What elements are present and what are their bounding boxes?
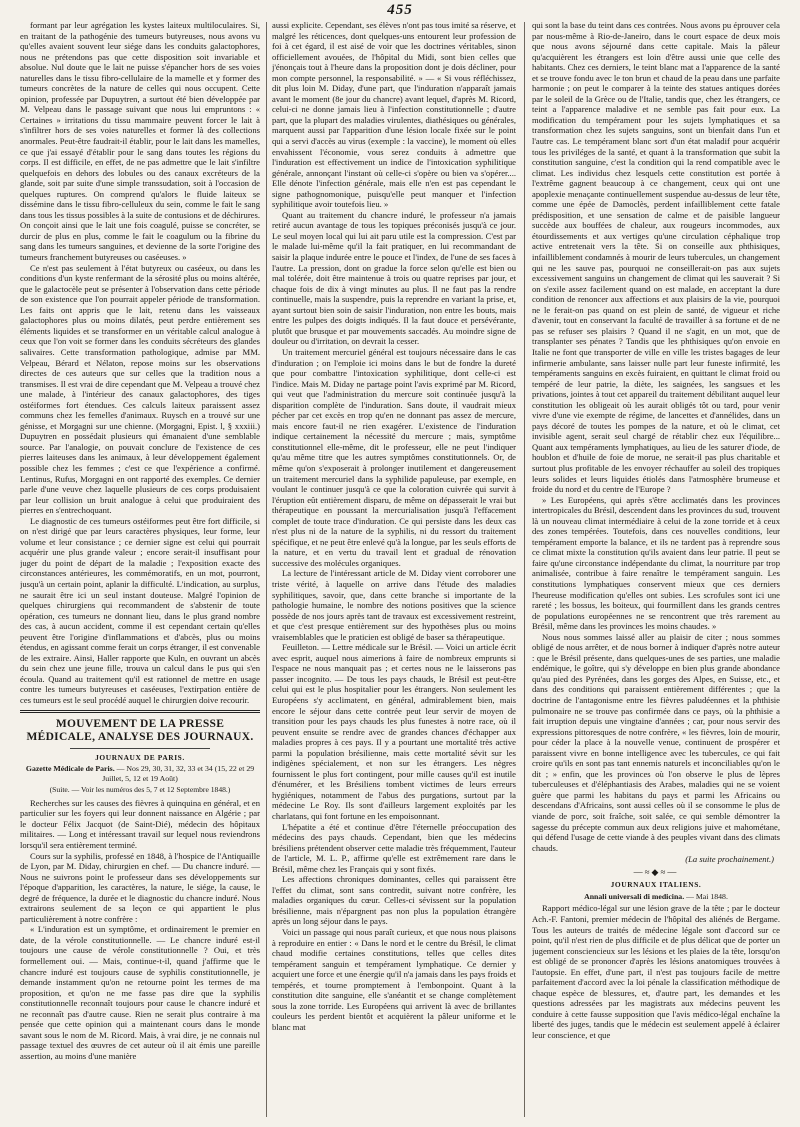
title-rule (70, 748, 210, 749)
paragraph: Cours sur la syphilis, professé en 1848, à l'hospice de l'Antiquaille de Lyon, par M. Diday, chirurgien en chef. — Du chancre induré. — Nous ne suivrons point le professeur dans ses développements sur l'époque d'apparition, les caractères, la nature, le siége, la cause, le degré de fréquence, la durée et le diagnostic du chancre induré. Nous extrairons seulement de sa leçon ce qui appartient le plus particulièrement à notre confrère : (20, 850, 260, 924)
paragraph: qui sont la base du teint dans ces contrées. Nous avons pu éprouver cela par nous-même à Rio-de-Janeiro, dans le court espace de deux mois que nous avons séjourné dans cette capitale. Mais la pâleur qu'acquièrent les étrangers est loin d'être aussi unie que celle des habitants. Chez ces derniers, le teint blanc mat a l'apparence de la santé et se trouve fondu avec le ton brun et chaud de la peau dans une parfaite harmonie ; on peut le comparer à la teinte des statues antiques dorées par le soleil de la Grèce ou de l'Italie, tandis que, chez les étrangers, ce teint a l'apparence maladive et ne semble pas fait pour eux. La modification du tempérament pour les sujets lymphatiques et sa transformation chez les sujets sanguins, sont un bienfait dans l'un et l'autre cas. Le tempérament blanc sort d'un état maladif pour acquérir tous les priviléges de la santé, et quant à la transformation que subit la constitution sanguine, c'est la condition qui la rend compatible avec le climat. Les individus chez lesquels cette constitution est portée à l'extrême gagnent beaucoup à ce changement, ceux qui ont une apoplexie menaçante continuellement suspendue au-dessus de leur tête, comme une épée de Damoclès, perdent infailliblement cette fatale prédisposition, et une sensation de calme et de paisible langueur succède aux bouffées de chaleur, aux rougeurs incommodes, aux étourdissements et aux vertiges qu'une circulation céphalique trop active entretenait vers la tête. Si on conseille aux phthisiques, infailliblement condamnés à mourir de leurs tubercules, un changement qui ne les sauve pas, pourquoi ne conseillerait-on pas aux sujets excessivement sanguins un changement de climat qui les sauverait ? Si on s'exile assez facilement quand on est malade, en acceptant la dure condition de renoncer aux affections et aux plaisirs de la vie, pourquoi ne le ferait-on pas quand on est plein de santé, de vigueur et riche d'avenir, tout en conservant la faculté de travailler à sa fortune et de ne pas se refuser ses plaisirs ? Quand il ne s'agit, en un mot, que de transplanter ses pénates ? Tandis que les phthisiques qu'on envoie en Italie ne font que transporter de ville en ville les tristes bagages de leur infirmerie ambulante, sans laisser nulle part leur funeste infirmité, les tempéraments sanguins en excès fuiraient, en quittant le climat froid ou tempéré de leur patrie, la diète, les saignées, les sangsues et les privations, jointes à tout cet appareil du traitement débilitant auquel leur constitution les obligeait où les aurait obligés tôt ou tard, pour venir vivre d'une vie exempte de régime, de lancettes et d'annélides, dans un pays décoré de toutes les pompes de la nature, et où le climat, cet invisible agent, serait seul chargé de rétablir chez eux l'équilibre... Quant aux tempéraments lymphatiques, au lieu de les saturer d'iode, de houblon et d'huile de foie de morue, ne serait-il pas plus charitable et surtout plus profitable de les envoyer réchauffer au soleil des tropiques leurs solides et leurs liquides étiolés dans l'atmosphère brumeuse et froide du nord et du centre de l'Europe ? (532, 20, 780, 495)
column-2 (272, 20, 516, 1120)
paragraph: Nous nous sommes laissé aller au plaisir de citer ; nous sommes obligé de nous arrêter, et de nous borner à indiquer d'après notre auteur : que le Brésil présente, dans quelques-unes de ses parties, une maladie endémique, le goître, qui s'y développe en bien plus grande abondance qu'au pied des Pyrénées, dans les gorges des Alpes, en Suisse, etc., et dans des conditions qui paraissent entièrement différentes ; que la doctrine de l'antagonisme entre les fièvres paludéennes et la phthisie pulmonaire ne se trouve pas confirmée dans ce pays, où la phthisie a fait irruption depuis une vingtaine d'années ; car, pour nous servir des expressions pittoresques de notre confrère, « les fièvres, loin de mourir, pour céder la place à la nouvelle venue, continuent de prospérer et paraissent vivre en bonne intelligence avec les tubercules, ce qui fait croire qu'ils en sont pas tant ennemis naturels et inconciliables qu'on le dit ; » enfin, que les provinces où l'on observe le plus de lèpres tuberculeuses et d'éléphantiasis des Arabes, maladies qui ne se voient guère que parmi les habitans du pays et parmi les Africains ou descendans d'Africains, sont aussi celles où il se consomme le plus de viande de porc, soit fraîche, soit salée, ce qui semble démontrer la sagesse du précepte commun aux deux religions juive et mahométane, qui défend l'usage de cette viande à des peuples vivant dans des climats chauds. (532, 631, 780, 853)
column-divider (266, 22, 267, 1117)
column-3 (532, 20, 780, 1120)
column-1 (20, 20, 260, 1120)
publication-name: Annali universali di medicina. (584, 891, 685, 901)
publication-details: — Nos 29, 30, 31, 32, 33 et 34 (15, 22 et 29 Juillet, 5, 12 et 19 Août) (102, 764, 255, 783)
paragraph: Les affections chroniques dominantes, celles qui paraissent être l'effet du climat, sont sans contredit, suivant notre confrère, les maladies organiques du cœur. Celles-ci sévissent sur la population brésilienne, mais n'épargnent pas non plus la population étrangère après un long séjour dans le pays. (272, 874, 516, 927)
paragraph: Le diagnostic de ces tumeurs ostéiformes peut être fort difficile, si on n'est dirigé que par leurs caractères physiques, leur forme, leur volume et leur consistance ; ce dernier signe est celui qui pourrait acquérir une plus grande valeur ; encore serait-il insuffisant pour juger du point de départ de la maladie ; l'exposition exacte des circonstances antérieures, les commémoratifs, en un mot, pourront, jusqu'à un certain point, aplanir la difficulté. L'indication, au surplus, ne saurait être ici un seul instant douteuse. Malgré l'opinion de quelques chirurgiens qui recommandent de s'abstenir de toute opération, ces tumeurs ne donnant lieu, dans le plus grand nombre des cas, à aucun accident, comme il est cependant certain qu'elles peuvent être l'origine d'inflammations et d'abcès, plus ou moins étendus, en agissant comme ferait un corps étranger, il est convenable de les extraire. Ainsi, Haller rapporte que Kuln, en ouvrant un abcès du sein chez une jeune fille, trouva un calcul dans le pus qui s'en écoula. Quand au traitement qu'il est rationnel de mettre en usage contre les tumeurs butyreuses et caséeuses, l'extirpation entière de ces tumeurs est le seul procédé auquel le chirurgien doive recourir. (20, 515, 260, 705)
paragraph: Quant au traitement du chancre induré, le professeur n'a jamais retiré aucun avantage de tous les topiques préconisés jusqu'à ce jour. Le seul moyen local qui lui ait paru utile est la compression. C'est par le malade lui-même qu'il la fait pratiquer, en lui recommandant de saisir la plaque indurée entre le pouce et l'index, de l'une de ses faces à l'autre. La pression, dont on gradue la force selon qu'elle est bien ou mal tolérée, doit être maintenue à trois ou quatre reprises par jour, et chaque fois de dix à vingt minutes au plus. Il ne faut pas la rendre continuelle, mais la suspendre, puis la reprendre en variant la prise, et, ayant surtout bien soin de saisir l'induration, non entre les bouts, mais entre les pulpes des doigts indiqués. Il la faut douce et persévérante, plutôt que brusque et par mouvements saccadés. Au moindre signe de douleur ou d'irritation, on devrait la cesser. (272, 209, 516, 347)
section-divider (20, 710, 260, 713)
paragraph: Feuilleton. — Lettre médicale sur le Brésil. — Voici un article écrit avec esprit, auquel nous aimerions à faire de nombreux emprunts si l'espace ne nous manquait pas ; et certes nous ne le laisserons pas passer incognito. — De tous les pays chauds, le Brésil est peut-être celui qui est le plus hospitalier pour les étrangers. Non seulement les Européens s'y acclimatent, en général, admirablement bien, mais encore le séjour dans cette contrée peut leur servir de moyen de transition pour les pays chauds les plus funestes à notre race, où il peuvent ensuite se rendre avec de grandes chances d'échapper aux maladies propres à ces pays. Il y a pourtant une mortalité très active parmi la population brésilienne, mais cette mortalité sévit sur les indigènes spécialement, et non sur les étrangers. Les nègres fournissent le plus fort contingent, pour mille causes qu'il est inutile d'énumérer, et les Brésiliens tombent victimes de leurs erreurs hygiéniques, notamment de l'abus des purgations, surtout par la médecine Le Roy. Ils sont d'ailleurs largement exploités par les charlatans, qui font fortune en les empoisonnant. (272, 642, 516, 822)
paragraph: La lecture de l'intéressant article de M. Diday vient corroborer une triste vérité, à laquelle on arrive dans l'étude des maladies syphilitiques, savoir, que, dans cette branche si importante de la pathologie humaine, le nombre des notions positives que la science possède de nos jours après tant de travaux est excessivement restreint, et que c'est presque entièrement sur des hypothèses plus ou moins vraisemblables que le praticien est obligé de baser sa thérapeutique. (272, 568, 516, 642)
paragraph: Ce n'est pas seulement à l'état butyreux ou caséeux, ou dans les conditions d'un kyste renfermant de la sérosité plus ou moins altérée, que le galactocèle peut se présenter à l'observation dans cette période de son existence que l'on pourrait appeler période de transformation. Les faits ont appris que le lait, retenu dans les vaisseaux galactophores plus ou moins dilatés, peut perdre entièrement ses éléments liquides et se transformer en un véritable calcul analogue à ceux que l'on voit se former dans les conduits sécréteurs des glandes salivaires. Cette transformation pathologique, admise par MM. Velpeau, Bérard et Nélaton, repose moins sur les observations directes de ces auteurs que sur celles que la tradition nous a transmises. Il est vrai de dire cependant que M. Velpeau a trouvé chez une malade, à l'intérieur des canaux galactophores, des tiges ostéiformes fort étendues. Ces calculs laiteux paraissent assez communs chez les femelles d'animaux. Ruysch en a trouvé sur une génisse, et Morgagni sur une chienne. (Morgagni, Epist. l, § xxxiii.) Dupuytren en possédait plusieurs qui émanaient d'une semblable source. Par l'analogie, on pouvait conclure de l'existence de ces pierres laiteuses dans les animaux, à leur développement également possible chez les femmes ; c'est ce que l'expérience a confirmé. Lentinus, Rufus, Morgagni en ont rapporté des exemples. Ce dernier parle d'une veuve chez laquelle plusieurs de ces corps produisaient par leur collision un bruit analogue à celui que produiraient des pierres en s'entrechoquant. (20, 262, 260, 516)
continued-note: (Suite. — Voir les numéros des 5, 7 et 12 Septembre 1848.) (49, 785, 231, 795)
paragraph: » Les Européens, qui après s'être acclimatés dans les provinces intertropicales du Brésil, descendent dans les provinces du sud, trouvent là un nouveau climat intermédiaire à celui de la zone torride et à ceux des zones tempérées. Toutefois, dans ces nouvelles conditions, leur tempérament emporte la balance, et ils ne tardent pas à reprendre sous ce climat mixte la constitution qu'ils avaient dans leur patrie. Il peut se faire qu'une circonstance indépendante du climat, la nourriture par trop animalisée, contribue à faire renaître le tempérament sanguin. Les constitutions lymphatiques conservent mieux que ces derniers l'heureuse modification qu'elles ont subies. Les scrofules sont ici une rareté ; les bossus, les boiteux, qui fourmillent dans les grands centres de populations européennes ne se rencontrent que très rarement au Brésil, même dans les provinces les moins chaudes. » (532, 494, 780, 632)
ornament-divider: —≈◆≈— (633, 866, 679, 877)
journal-heading: JOURNAUX ITALIENS. (610, 880, 702, 890)
continuation-note: (La suite prochainement.) (685, 854, 774, 865)
paragraph: « L'induration est un symptôme, et ordinairement le premier en date, de la vérole constitutionnelle. — Le chancre induré est-il toujours une cause de vérole constitutionnelle ? Oui, et très formellement oui. — Mais, continue-t-il, quand j'affirme que le chancre induré est toujours cause de syphilis constitutionnelle, je demande instamment qu'on ne retourne point les termes de ma proposition, et qu'on ne me fasse pas dire que la syphilis constitutionnelle reconnaît toujours pour cause le chancre induré et ne reconnaît pas d'autre cause. Rien ne serait plus contraire à ma pensée que cette opinion qui a maintenant cours dans le monde savant sous le nom de M. Ricord. Mais, à vrai dire, je ne connais nul passage textuel des œuvres de cet auteur où il ait émis une pareille assertion, au moins d'une manière (20, 924, 260, 1061)
paragraph: Un traitement mercuriel général est toujours nécessaire dans le cas d'induration ; on l'emploie ici moins dans le but de fondre la dureté que pour combattre l'intoxication syphilitique, dont celle-ci est l'indice. Mais M. Diday ne partage point l'avis exprimé par M. Ricord, qui veut que l'administration du mercure soit continuée jusqu'à la disparition complète de l'induration. Sans doute, il vaudrait mieux pécher par cet excès en trop qu'en ne donnant pas assez de mercure, mais encore faut-il ne rien exagérer. L'existence de l'induration indique certainement la nécessité du mercure ; mais, symptôme constitutionnel elle-même, dit le professeur, elle ne peut l'indiquer qu'au même titre que les autres symptômes constitutionnels. Or, de même qu'on s'exposerait à prolonger inutilement et dangereusement un traitement mercuriel dans la syphilide papuleuse, par exemple, en voulant le continuer jusqu'à ce que la coloration cuivrée qui survit à l'éruption eût entièrement disparu, de même on dépasserait le vrai but thérapeutique en poussant la mercurialisation jusqu'à l'effacement complet de toute trace d'induration. Ce qui persiste dans les deux cas n'est plus ni de la nature de la syphilis, ni du ressort du traitement spécifique, et ne peut être enlevé qu'à la longue, par les seuls efforts de la nature, et en vertu du travail lent et gradual de rénovation successive des molécules organiques. (272, 346, 516, 568)
paragraph: Voici un passage qui nous paraît curieux, et que nous nous plaisons à reproduire en entier : « Dans le nord et le centre du Brésil, le climat chaud modifie certaines constitutions, telles que celles dites tempérament sanguin et tempérament lymphatique. Ce dernier y acquiert une force et une énergie qu'il n'a jamais dans les pays froids et tempérés, et tourne promptement à l'embonpoint. Quant à la constitution dite sanguine, elle s'anéantit et se change complètement sous la zone torride. Les Européens qui arrivent là avec de brillantes couleurs les perdent bientôt et acquièrent la pâleur uniforme et le blanc mat (272, 927, 516, 1032)
publication-name: Gazette Médicale de Paris. (25, 764, 115, 774)
paragraph: Recherches sur les causes des fièvres à quinquina en général, et en particulier sur les foyers qui leur donnent naissance en Algérie ; par le docteur Félix Jacquot (de Saint-Dié), médecin des hôpitaux militaires. — Long et intéressant travail sur lequel nous reviendrons lorsqu'il sera entièrement terminé. (20, 797, 260, 851)
publication-info (20, 764, 260, 783)
page-number: 455 (387, 2, 413, 18)
paragraph: L'hépatite a été et continue d'être l'éternelle préoccupation des médecins des pays chauds. Cependant, bien que les médecins brésiliens prétendent observer cette maladie très fréquemment, l'auteur de l'article, M. L. P., affirme qu'elle est extrêmement rare dans le Brésil, même chez les Français qui y sont fixés. (272, 821, 516, 874)
publication-info (532, 892, 780, 902)
section-title: MOUVEMENT DE LA PRESSE MÉDICALE, ANALYSE DES JOURNAUX. (26, 717, 254, 744)
journal-heading: JOURNAUX DE PARIS. (95, 752, 185, 762)
paragraph: Rapport médico-légal sur une lésion grave de la tête ; par le docteur Ach.-F. Fantoni, premier médecin de l'hôpital des aliénés de Bergame. Tous les auteurs de traités de médecine légale sont d'accord sur ce point, qu'il n'est rien de plus difficile et de plus délicat que de porter un jugement consciencieux sur les lésions et les plaies de la tête, lorsqu'on est obligé de se prononcer d'après les lésions anatomiques trouvées à l'autopsie. En effet, d'une part, il n'est pas toujours facile de mettre parfaitement d'accord avec la loi pénale la classification méthodique de chaque espèce de blessures, et, d'autre part, les demandes et les questions adressées par les magistrats aux médecins peuvent les conduire à cette fausse supposition que l'avis médico-légal enchaîne la liberté des juges, tandis que le médecin est seulement appelé à éclairer leur conscience, et que (532, 903, 780, 1040)
paragraph: formant par leur agrégation les kystes laiteux multiloculaires. Si, en traitant de la pathogénie des tumeurs butyreuses, nous avons vu qu'elles avaient souvent leur siége dans les conduits galactophores, nous ne prétendons pas que cette disposition soit invariable et absolue. Nul doute que le lait ne puisse s'épancher hors de ses voies naturelles dans le tissu fibro-cellulaire de la mamelle et y former des tumeurs concrètes de la nature de celles qui nous occupent. Cette opinion, professée par Dupuytren, a surtout été bien développée par M. Velpeau dans le passage suivant que nous lui empruntons : « Certaines » irritations du tissu mammaire peuvent forcer le lait à s'infiltrer hors de ses voies naturelles et former là des collections anormales. Peut-être faudrait-il établir, pour le lait dans les mamelles, ce que j'ai essayé d'établir pour le sang dans toutes les régions du corps. Il est difficile, en effet, de ne pas admettre que le lait s'infiltre quelquefois en dehors des lobules ou des canaux excréteurs de la glande, soit par suite d'une simple transsudation, soit à l'occasion de quelques ruptures. On comprend qu'alors le fluide laiteux se dissémine dans le tissu fibro-celluleux du sein, comme le fait le sang dans tous les tissus possibles à la suite de contusions et de déchirures. On conçoit ainsi que le lait une fois coagulé, puisse se concréter, se durcir de plus en plus, comme le fait le coagulum ou la fibrine du sang dans les tumeurs sanguines, et devienne de la sorte l'origine des tumeurs franchement butyreuses ou caséeuses. » (20, 20, 260, 263)
paragraph: aussi explicite. Cependant, ses élèves n'ont pas tous imité sa réserve, et malgré les réticences, dont quelques-uns entourent leur profession de foi à cet égard, il est aisé de voir que les doctrines véritables, sinon officiellement avouées, de l'hôpital du Midi, sont bien celles que j'énonçais tout à l'heure dans la proposition dont je dois décliner, pour mon compte personnel, la responsabilité. » — « Si vous réfléchissez, dit plus loin M. Diday, d'une part, que l'induration n'apparaît jamais avant le moment (8e jour du chancre) avant lequel, d'après M. Ricord, celui-ci ne donne jamais lieu à l'infection constitutionnelle ; d'autre part, que la plupart des maladies virulentes, diathésiques ou générales, marquent aussi par l'apparition d'une lésion locale fixée sur le point qui a servi d'accès au virus (exemple : la vaccine), le moment où elles envahissent l'économie, vous serez conduits à admettre que l'induration est effectivement un indice de l'intoxication syphilitique générale, annonçant l'instant où celle-ci s'opère ou bien va s'opérer.... Elle dénote l'infection générale, mais elle n'en est pas cependant le signe pathognomonique, puisqu'elle peut manquer et l'infection syphilitique avoir toutefois lieu. » (272, 20, 516, 210)
publication-details: — Mai 1848. (686, 891, 728, 901)
column-divider (524, 22, 525, 1117)
